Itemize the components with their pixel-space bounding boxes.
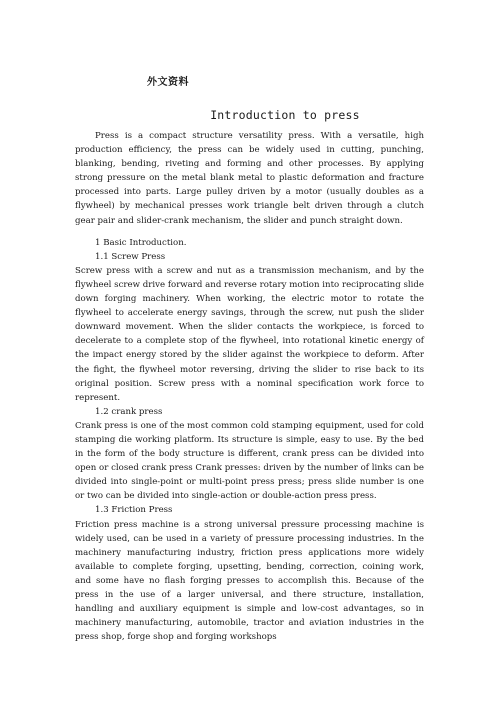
document-header-label: 外文资料 (147, 77, 189, 88)
paragraph-gap (75, 228, 424, 236)
crank-press-paragraph: Crank press is one of the most common cold stamping equipment, used for cold stamping die working platform. Its structure is simple, easy to use. By the bed in the form of the body structure is different, crank press can be divided into open or closed crank press Crank presses: driven by the number of links can be divided into single-point or multi-point press press; press slide number is one or two can be divided into single-action or double-action press press. (75, 420, 424, 502)
section-heading-friction-press: 1.3 Friction Press (95, 505, 173, 516)
section-heading-crank-press: 1.2 crank press (95, 406, 163, 417)
document-body (75, 129, 424, 644)
screw-press-paragraph: Screw press with a screw and nut as a transmission mechanism, and by the flywheel screw drive forward and reverse rotary motion into reciprocating slide down forging machinery. When working, the electric motor to rotate the flywheel to accelerate energy savings, through the screw, nut push the slider downward movement. When the slider contacts the workpiece, is forced to decelerate to a complete stop of the flywheel, into rotational kinetic energy of the impact energy stored by the slider against the workpiece to deform. After the fight, the flywheel motor reversing, driving the slider to rise back to its original position. Screw press with a nominal specification work force to represent. (75, 265, 424, 403)
section-heading-basic-introduction: 1 Basic Introduction. (95, 237, 187, 248)
section-heading-screw-press: 1.1 Screw Press (95, 251, 166, 262)
intro-paragraph: Press is a compact structure versatility press. With a versatile, high production efficiency, the press can be widely used in cutting, punching, blanking, bending, riveting and forming and other processes. By applying strong pressure on the metal blank metal to plastic deformation and fracture processed into parts. Large pulley driven by a motor (usually doubles as a flywheel) by mechanical presses work triangle belt driven through a clutch gear pair and slider-crank mechanism, the slider and punch straight down. (75, 131, 424, 226)
friction-press-paragraph: Friction press machine is a strong universal pressure processing machine is widely used, can be used in a variety of pressure processing industries. In the machinery manufacturing industry, friction press applications more widely available to complete forging, upsetting, bending, correction, coining work, and some have no flash forging presses to accomplish this. Because of the press in the use of a larger universal, and there structure, installation, handling and auxiliary equipment is simple and low-cost advantages, so in machinery manufacturing, automobile, tractor and aviation industries in the press shop, forge shop and forging workshops (75, 519, 424, 643)
document-title: Introduction to press (210, 108, 360, 122)
